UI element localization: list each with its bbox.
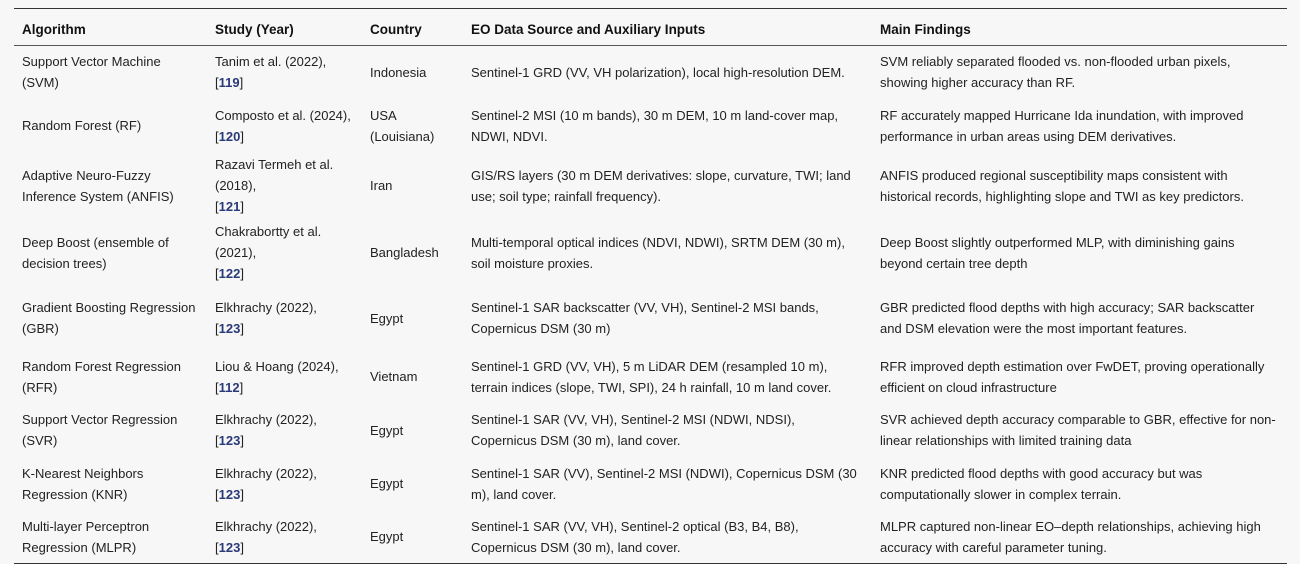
cell-study: Liou & Hoang (2024), [112] xyxy=(215,358,339,395)
table-row xyxy=(14,350,1287,403)
cell-study: Razavi Termeh et al. (2018), [121] xyxy=(215,157,334,215)
reference-link[interactable]: 123 xyxy=(218,486,241,502)
cell-study: Composto et al. (2024), [120] xyxy=(215,107,351,144)
study-text: Chakrabortty et al. (2021), xyxy=(215,224,322,261)
cell-algorithm: Deep Boost (ensemble of decision trees) xyxy=(22,234,169,271)
study-text: Razavi Termeh et al. (2018), xyxy=(215,157,334,194)
cell-findings: Deep Boost slightly outperformed MLP, with diminishing gains beyond certain tree depth xyxy=(880,234,1235,271)
cell-country: Egypt xyxy=(370,476,404,492)
study-text: Elkhrachy (2022), xyxy=(215,300,317,316)
cell-algorithm: Support Vector Regression (SVR) xyxy=(22,412,178,449)
header-eo-data: EO Data Source and Auxiliary Inputs xyxy=(471,22,706,37)
cell-study: Elkhrachy (2022), [123] xyxy=(215,412,317,449)
study-text: Elkhrachy (2022), xyxy=(215,518,317,534)
cell-study: Chakrabortty et al. (2021), [122] xyxy=(215,224,322,282)
header-study-year: Study (Year) xyxy=(215,22,294,37)
cell-country: Vietnam xyxy=(370,369,418,385)
reference-link[interactable]: 121 xyxy=(218,199,241,215)
cell-findings: ANFIS produced regional susceptibility maps consistent with historical records, highlighting slope and TWI as key predictors. xyxy=(880,167,1244,204)
study-text: Composto et al. (2024), xyxy=(215,107,351,123)
cell-eo-data: Sentinel-1 SAR backscatter (VV, VH), Sentinel-2 MSI bands, Copernicus DSM (30 m) xyxy=(471,300,819,337)
cell-eo-data: GIS/RS layers (30 m DEM derivatives: slope, curvature, TWI; land use; soil type; rainfall frequency). xyxy=(471,167,851,204)
cell-eo-data: Sentinel-2 MSI (10 m bands), 30 m DEM, 10 m land-cover map, NDWI, NDVI. xyxy=(471,107,839,144)
cell-country: Egypt xyxy=(370,529,404,545)
table-row xyxy=(14,404,1287,457)
table-row xyxy=(14,152,1287,219)
cell-findings: SVR achieved depth accuracy comparable to GBR, effective for non-linear relationships with limited training data xyxy=(880,412,1276,449)
cell-findings: MLPR captured non-linear EO–depth relationships, achieving high accuracy with careful parameter tuning. xyxy=(880,518,1261,555)
cell-eo-data: Sentinel-1 SAR (VV, VH), Sentinel-2 optical (B3, B4, B8), Copernicus DSM (30 m), land cover. xyxy=(471,518,799,555)
study-text: Tanim et al. (2022), xyxy=(215,54,327,70)
header-country: Country xyxy=(370,22,422,37)
study-text: Elkhrachy (2022), xyxy=(215,412,317,428)
algorithm-comparison-table xyxy=(14,8,1287,564)
cell-country: Egypt xyxy=(370,422,404,438)
cell-country: Indonesia xyxy=(370,64,427,80)
header-algorithm: Algorithm xyxy=(22,22,86,37)
cell-country: USA (Louisiana) xyxy=(370,107,435,144)
cell-study: Elkhrachy (2022), [123] xyxy=(215,518,317,555)
table-row xyxy=(14,99,1287,152)
cell-eo-data: Sentinel-1 GRD (VV, VH), 5 m LiDAR DEM (resampled 10 m), terrain indices (slope, TWI, SPI), 24 h rainfall, 10 m land cover. xyxy=(471,358,832,395)
cell-algorithm: Random Forest (RF) xyxy=(22,118,142,134)
study-text: Elkhrachy (2022), xyxy=(215,465,317,481)
cell-country: Egypt xyxy=(370,310,404,326)
table-body xyxy=(14,46,1287,564)
cell-study: Elkhrachy (2022), [123] xyxy=(215,465,317,502)
cell-study: Tanim et al. (2022), [119] xyxy=(215,54,327,91)
reference-link[interactable]: 123 xyxy=(218,321,241,337)
cell-findings: GBR predicted flood depths with high accuracy; SAR backscatter and DSM elevation were the most important features. xyxy=(880,300,1255,337)
header-row xyxy=(14,9,1287,46)
cell-algorithm: Multi-layer Perceptron Regression (MLPR) xyxy=(22,518,150,555)
cell-algorithm: K-Nearest Neighbors Regression (KNR) xyxy=(22,465,144,502)
cell-study: Elkhrachy (2022), [123] xyxy=(215,300,317,337)
cell-eo-data: Multi-temporal optical indices (NDVI, NDWI), SRTM DEM (30 m), soil moisture proxies. xyxy=(471,234,845,271)
reference-link[interactable]: 123 xyxy=(218,433,241,449)
reference-link[interactable]: 119 xyxy=(218,75,240,91)
cell-algorithm: Gradient Boosting Regression (GBR) xyxy=(22,300,196,337)
table-row xyxy=(14,286,1287,350)
cell-eo-data: Sentinel-1 SAR (VV, VH), Sentinel-2 MSI (NDWI, NDSI), Copernicus DSM (30 m), land cover. xyxy=(471,412,795,449)
cell-algorithm: Support Vector Machine (SVM) xyxy=(22,54,161,91)
cell-eo-data: Sentinel-1 GRD (VV, VH polarization), local high-resolution DEM. xyxy=(471,64,845,80)
cell-findings: RFR improved depth estimation over FwDET, proving operationally efficient on cloud infrastructure xyxy=(880,358,1265,395)
cell-algorithm: Adaptive Neuro-Fuzzy Inference System (ANFIS) xyxy=(22,167,174,204)
header-main-findings: Main Findings xyxy=(880,22,971,37)
table-row xyxy=(14,46,1287,99)
table-row xyxy=(14,510,1287,563)
cell-country: Bangladesh xyxy=(370,245,439,261)
table-row xyxy=(14,219,1287,286)
table-container xyxy=(14,8,1287,564)
cell-findings: SVM reliably separated flooded vs. non-flooded urban pixels, showing higher accuracy than RF. xyxy=(880,54,1231,91)
table-row xyxy=(14,457,1287,510)
cell-findings: RF accurately mapped Hurricane Ida inundation, with improved performance in urban areas using DEM derivatives. xyxy=(880,107,1244,144)
reference-link[interactable]: 122 xyxy=(218,266,241,282)
cell-country: Iran xyxy=(370,178,393,194)
reference-link[interactable]: 112 xyxy=(218,379,240,395)
table-header xyxy=(14,9,1287,46)
cell-eo-data: Sentinel-1 SAR (VV), Sentinel-2 MSI (NDWI), Copernicus DSM (30 m), land cover. xyxy=(471,465,857,502)
reference-link[interactable]: 120 xyxy=(218,128,241,144)
reference-link[interactable]: 123 xyxy=(218,539,241,555)
cell-algorithm: Random Forest Regression (RFR) xyxy=(22,358,181,395)
study-text: Liou & Hoang (2024), xyxy=(215,358,339,374)
cell-findings: KNR predicted flood depths with good accuracy but was computationally slower in complex terrain. xyxy=(880,465,1203,502)
